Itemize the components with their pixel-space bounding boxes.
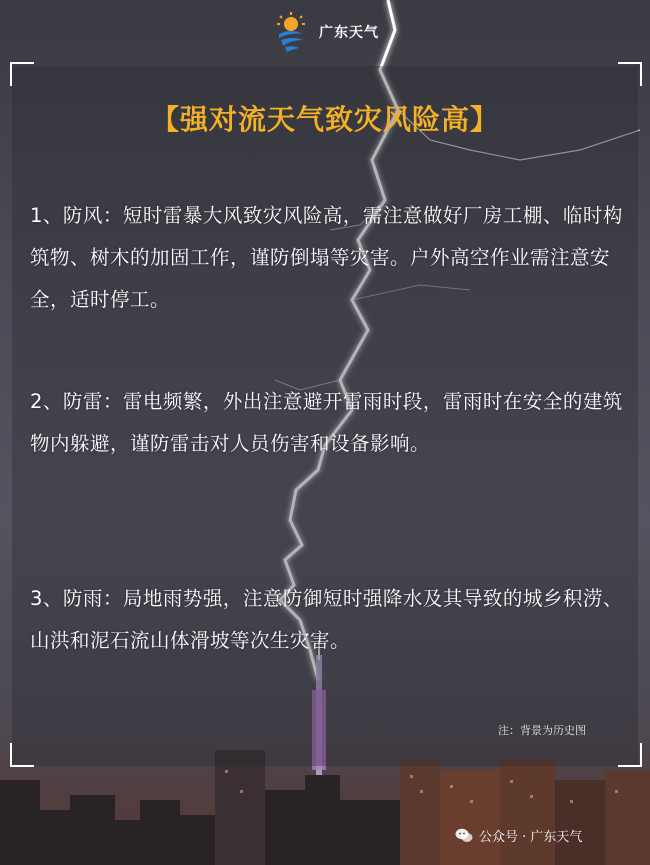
footer-label: 公众号 · 广东天气 — [479, 830, 583, 845]
wind-advice-paragraph: 1、防风：短时雷暴大风致灾风险高，需注意做好厂房工棚、临时构筑物、树木的加固工作，谨防倒塌等灾害。户外高空作业需注意安全，适时停工。 — [30, 204, 623, 311]
background-note: 注：背景为历史图 — [498, 724, 586, 737]
frame-corner-top-right — [618, 62, 642, 86]
frame-corner-bottom-left — [10, 743, 34, 767]
frame-corner-top-left — [10, 62, 34, 86]
lightning-advice-paragraph: 2、防雷：雷电频繁，外出注意避开雷雨时段，雷雨时在安全的建筑物内躲避，谨防雷击对人员伤害和设备影响。 — [30, 390, 623, 455]
brand-name: 广东天气 — [319, 25, 379, 41]
frame-corner-bottom-right — [618, 743, 642, 767]
wechat-account-footer — [455, 826, 582, 845]
wechat-icon — [455, 828, 473, 843]
rain-advice-paragraph: 3、防雨：局地雨势强，注意防御短时强降水及其导致的城乡积涝、山洪和泥石流山体滑坡等次生灾害。 — [30, 587, 623, 652]
page-title: 【强对流天气致灾风险高】 — [150, 103, 499, 136]
brand-header — [0, 10, 650, 54]
sun-cloud-logo-icon — [271, 10, 311, 54]
